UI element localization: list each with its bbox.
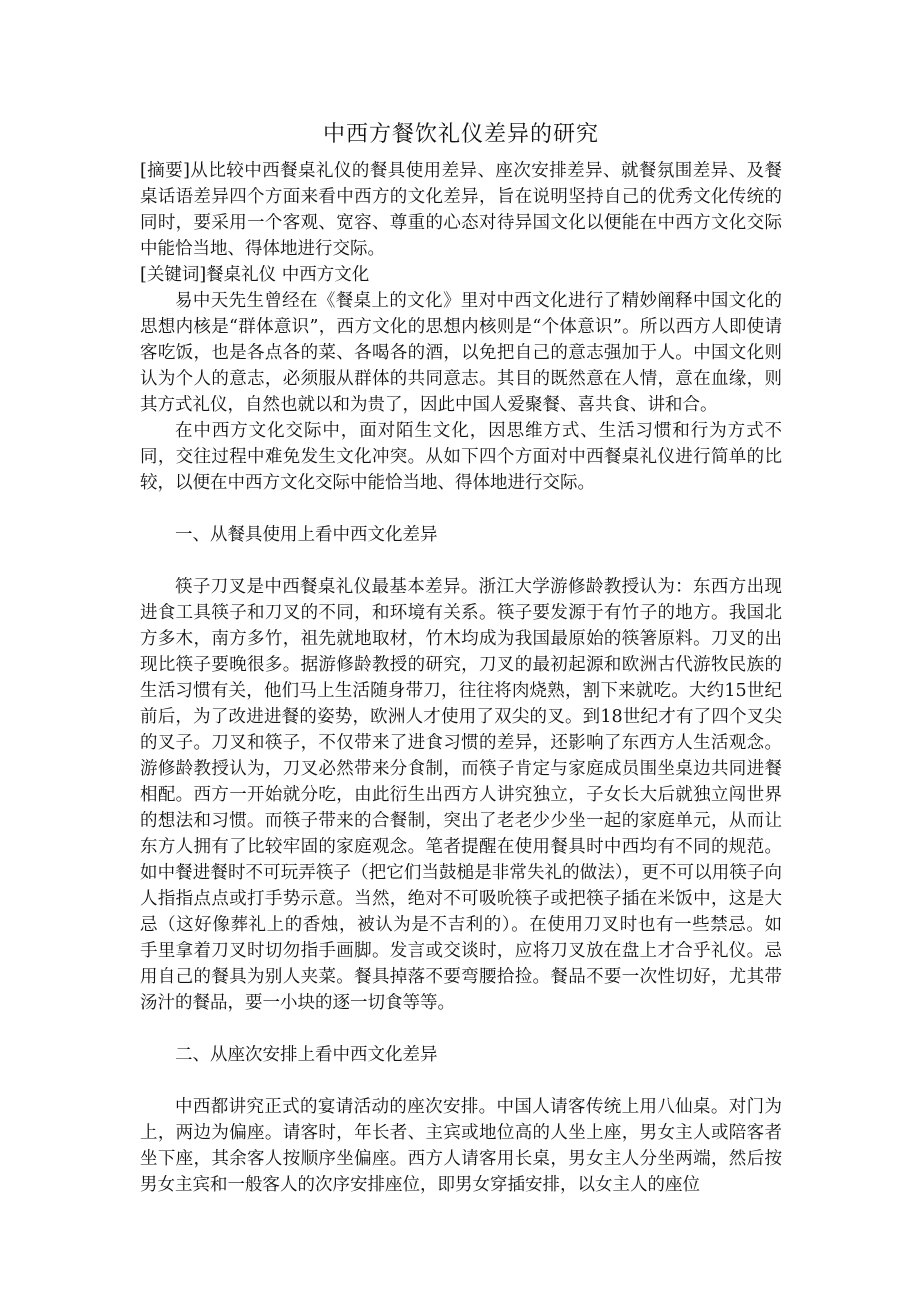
blank-line (140, 1068, 782, 1094)
section-1-body: 筷子刀叉是中西餐桌礼仪最基本差异。浙江大学游修龄教授认为：东西方出现进食工具筷子和刀叉的不同，和环境有关系。筷子要发源于有竹子的地方。我国北方多木，南方多竹，祖先就地取材，竹木均成为我国最原始的筷箸原料。刀叉的出现比筷子要晚很多。据游修龄教授的研究，刀叉的最初起源和欧洲古代游牧民族的生活习惯有关，他们马上生活随身带刀，往往将肉烧熟，割下来就吃。大约15世纪前后，为了改进进餐的姿势，欧洲人才使用了双尖的叉。到18世纪才有了四个叉尖的叉子。刀叉和筷子，不仅带来了进食习惯的差异，还影响了东西方人生活观念。游修龄教授认为，刀叉必然带来分食制，而筷子肯定与家庭成员围坐桌边共同进餐相配。西方一开始就分吃，由此衍生出西方人讲究独立，子女长大后就独立闯世界的想法和习惯。而筷子带来的合餐制，突出了老老少少坐一起的家庭单元，从而让东方人拥有了比较牢固的家庭观念。笔者提醒在使用餐具时中西均有不同的规范。如中餐进餐时不可玩弄筷子（把它们当鼓槌是非常失礼的做法），更不可以用筷子向人指指点点或打手势示意。当然，绝对不可吸吮筷子或把筷子插在米饭中，这是大忌（这好像葬礼上的香烛，被认为是不吉利的）。在使用刀叉时也有一些禁忌。如 手里拿着刀叉时切勿指手画脚。发言或交谈时，应将刀叉放在盘上才合乎礼仪。忌用自己的餐具为别人夹菜。餐具掉落不要弯腰拾捡。餐品不要一次性切好，尤其带汤汁的餐品，要一小块的逐一切食等等。 (140, 577, 782, 1013)
keywords: [关键词]餐桌礼仪 中西方文化 (140, 265, 370, 285)
document-title: 中西方餐饮礼仪差异的研究 (322, 122, 599, 147)
abstract: [摘要]从比较中西餐桌礼仪的餐具使用差异、座次安排差异、就餐氛围差异、及餐桌话语差异四个方面来看中西方的文化差异，旨在说明坚持自己的优秀文化传统的同时，要采用一个客观、宽容、尊重的心态对待异国文化以便能在中西方文化交际中能恰当地、得体地进行交际。 (140, 161, 782, 259)
intro-paragraph-1: 易中天先生曾经在《餐桌上的文化》里对中西文化进行了精妙阐释中国文化的思想内核是“群体意识”，西方文化的思想内核则是“个体意识”。所以西方人即使请客吃饭，也是各点各的菜、各喝各的酒，以免把自己的意志强加于人。中国文化则认为个人的意志，必须服从群体的共同意志。其目的既然意在人情，意在血缘，则其方式礼仪，自然也就以和为贵了，因此中国人爱聚餐、喜共食、讲和合。 (140, 291, 782, 415)
blank-line (140, 1016, 782, 1042)
section-1-heading: 一、从餐具使用上看中西文化差异 (175, 525, 438, 545)
document-page (140, 120, 782, 1198)
intro-paragraph-2: 在中西方文化交际中，面对陌生文化，因思维方式、生活习惯和行为方式不同，交往过程中难免发生文化冲突。从如下四个方面对中西餐桌礼仪进行简单的比较，以便在中西方文化交际中能恰当地、得体地进行交际。 (140, 421, 782, 493)
section-2-heading: 二、从座次安排上看中西文化差异 (175, 1045, 438, 1065)
section-2-body: 中西都讲究正式的宴请活动的座次安排。中国人请客传统上用八仙桌。对门为上，两边为偏座。请客时，年长者、主宾或地位高的人坐上座，男女主人或陪客者坐下座，其余客人按顺序坐偏座。西方人请客用长桌，男女主人分坐两端，然后按男女主宾和一般客人的次序安排座位，即男女穿插安排，以女主人的座位 (140, 1097, 782, 1195)
blank-line (140, 548, 782, 574)
blank-line (140, 496, 782, 522)
